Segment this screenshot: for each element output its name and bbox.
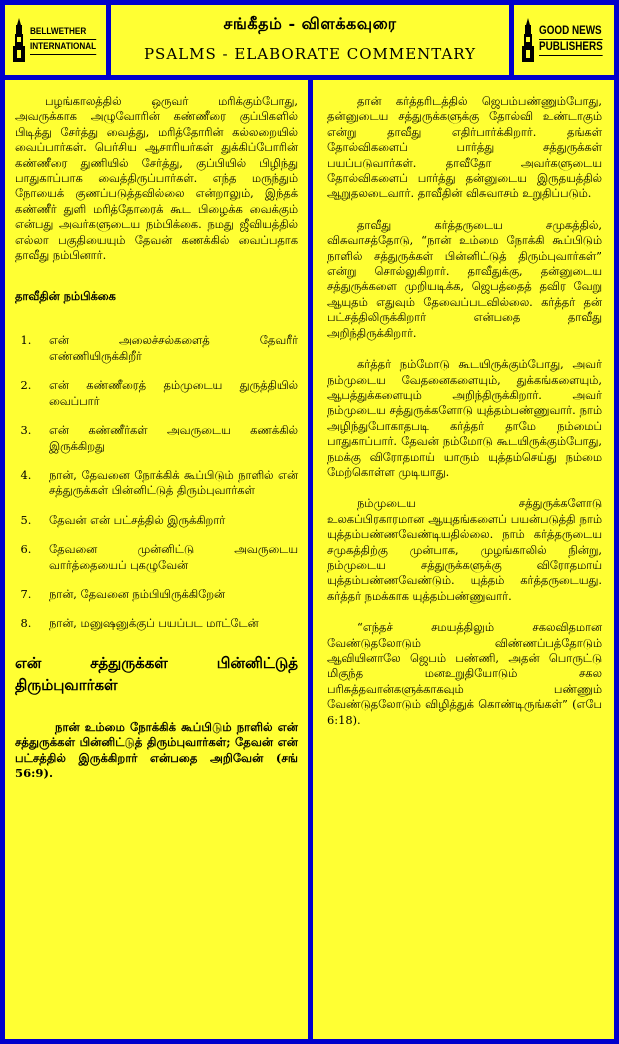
page-header bbox=[111, 5, 509, 75]
title-tamil: சங்கீதம் - விளக்கவுரை bbox=[223, 14, 397, 33]
paragraph: “எந்தச் சமயத்திலும் சகலவிதமான வேண்டுதலோடும் விண்ணப்பத்தோடும் ஆவியினாலே ஜெபம் பண்ணி, அதன் பொருட்டு மிகுந்த மனஉறுதியோடும் சகல பரிசுத்தவான்களுக்காகவும் பண்ணும் வேண்டுதலோடும் விழித்துக் கொண்டிருங்கள்” (எபே 6:18). bbox=[327, 620, 602, 727]
logo-right-line2: PUBLISHERS bbox=[539, 40, 603, 56]
list-item: 5. தேவன் என் பட்சத்தில் இருக்கிறார் bbox=[35, 513, 298, 528]
logo-right-line1: GOOD NEWS bbox=[539, 24, 603, 40]
list-item: 7. நான், தேவனை நம்பியிருக்கிறேன் bbox=[35, 587, 298, 602]
bell-tower-icon bbox=[11, 18, 27, 62]
list-item: 6. தேவனை முன்னிட்டு அவருடைய வார்த்தையைப் புகழுவேன் bbox=[35, 542, 298, 573]
paragraph: தாவீது கர்த்தருடைய சமுகத்தில், விசுவாசத்தோடு, “நான் உம்மை நோக்கி கூப்பிடும் நாளில் சத்துருக்கள் பின்னிட்டுத் திரும்புவார்கள்” என்று சொல்லுகிறார். தாவீதுக்கு, தன்னுடைய சத்துருக்களை முறியடிக்க, ஜெபத்தைத் தவிர வேறு ஆயுதம் எதுவும் தேவைப்படவில்லை. கர்த்தர் தன் பட்சத்திலிருக்கிறார் என்பதை தாவீது அறிந்திருக்கிறார். bbox=[327, 217, 602, 340]
intro-paragraph: பழங்காலத்தில் ஒருவர் மரிக்கும்போது, அவருக்காக அழுவோரின் கண்ணீரை குப்பிகளில் பிடித்து சேர்த்து வைத்து, மரித்தோரின் கல்லறையில் வைப்பார்கள். பெர்சிய ஆசாரியர்கள் துக்கிப்போரின் கண்ணீரை துணியில் சேர்த்து, குப்பியில் பிழிந்து பாதுகாப்பாக வைத்திருப்பார்கள். எந்த மருந்தும் நோயைக் குணப்படுத்தவில்லை என்றாலும், இந்தக் கண்ணீர் துளி மரித்தோரைக் கூட பிழைக்க வைக்கும் என்பது அவர்களுடைய நம்பிக்கை. நமது ஜீவியத்தில் எல்லா பகுதியையும் தேவன் கணக்கில் வைப்பதாக தாவீது நம்பினார். bbox=[15, 94, 298, 263]
list-item: 2. என் கண்ணீரைத் தம்முடைய துருத்தியில் வைப்பார் bbox=[35, 378, 298, 409]
bellwether-logo bbox=[5, 5, 106, 75]
logo-left-line1: BELLWETHER bbox=[30, 25, 96, 40]
paragraph: நம்முடைய சத்துருக்களோடு உலகப்பிரகாரமான ஆயுதங்களைப் பயன்படுத்தி நாம் யுத்தம்பண்ணவேண்டியதில்லை. நாம் கர்த்தருடைய சமுகத்திற்கு முன்பாக, முழங்காலில் நின்று, நம்முடைய சத்துருக்களுக்கு விரோதமாய் யுத்தம்பண்ணவேண்டும். யுத்தம் கர்த்தருடையது. கர்த்தர் நமக்காக யுத்தம்பண்ணுவார். bbox=[327, 496, 602, 603]
paragraph: கர்த்தர் நம்மோடு கூடயிருக்கும்போது, அவர் நம்முடைய வேதனைகளையும், துக்கங்களையும், ஆபத்துக்களையும் அறிந்திருக்கிறார். அவர் நம்முடைய சத்துருக்களோடு யுத்தம்பண்ணுவார். நாம் அழிந்துபோகாதபடி கர்த்தர் தாமே நம்மைப் பாதுகாப்பார். தேவன் நம்மோடு கூடயிருக்கும்போது, நமக்கு விரோதமாய் யாரும் யுத்தம்செய்து நம்மை மேற்கொள்ள முடியாது. bbox=[327, 357, 602, 479]
right-column bbox=[313, 80, 614, 1039]
list-item: 8. நான், மனுஷனுக்குப் பயப்பட மாட்டேன் bbox=[35, 616, 298, 631]
left-column bbox=[5, 80, 308, 1039]
good-news-publishers-logo bbox=[514, 5, 614, 75]
subheading-davids-hope: தாவீதின் நம்பிக்கை bbox=[15, 289, 116, 304]
list-item: 1. என் அலைச்சல்களைத் தேவரீர் எண்ணியிருக்கிறீர் bbox=[35, 333, 298, 364]
hope-list bbox=[15, 333, 298, 631]
paragraph: தான் கர்த்தரிடத்தில் ஜெபம்பண்ணும்போது, தன்னுடைய சத்துருக்களுக்கு தோல்வி உண்டாகும் என்று தாவீது எதிர்பார்க்கிறார். தங்கள் தோல்விகளைப் பார்த்து சத்துருக்கள் பயப்படுவார்கள். தாவீதோ அவர்களுடைய தோல்விகளைப் பார்த்து தன்னுடைய இருதயத்தில் ஆறுதலடைவார். தாவீதின் விசுவாசம் உறுதிப்படும். bbox=[327, 94, 602, 201]
logo-left-line2: INTERNATIONAL bbox=[30, 40, 96, 55]
title-english: PSALMS - ELABORATE COMMENTARY bbox=[143, 45, 477, 63]
list-item: 4. நான், தேவனை நோக்கிக் கூப்பிடும் நாளில் என் சத்துருக்கள் பின்னிட்டுத் திரும்புவார்கள் bbox=[35, 468, 298, 499]
bell-tower-icon bbox=[520, 18, 536, 62]
section-heading: என் சத்துருக்கள் பின்னிட்டுத் திரும்புவார்கள் bbox=[15, 653, 298, 694]
list-item: 3. என் கண்ணீர்கள் அவருடைய கணக்கில் இருக்கிறது bbox=[35, 423, 298, 454]
verse-paragraph: நான் உம்மை நோக்கிக் கூப்பிடும் நாளில் என் சத்துருக்கள் பின்னிட்டுத் திரும்புவார்கள்; தேவன் என் பட்சத்தில் இருக்கிறார் என்பதை அறிவேன் (சங் 56:9). bbox=[15, 719, 298, 780]
